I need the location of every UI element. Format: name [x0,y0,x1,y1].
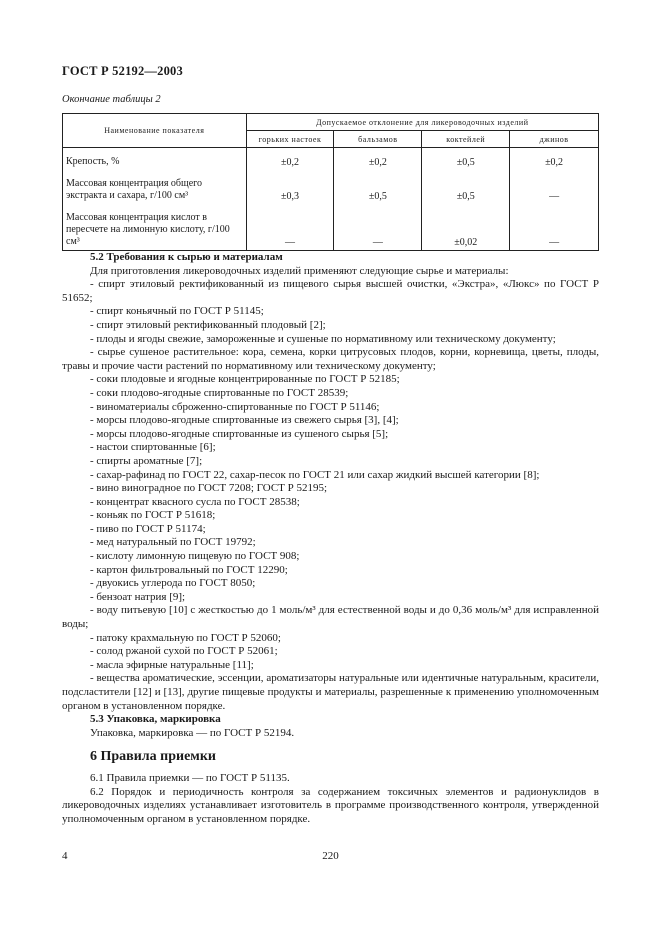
cell-value: — [334,204,422,251]
section-heading: 5.3 Упаковка, маркировка [90,713,221,726]
table-row [63,170,599,204]
materials-list [62,278,599,713]
list-item: - виноматериалы сброженно-спиртованные по ГОСТ Р 51146; [90,400,380,413]
table-caption: Окончание таблицы 2 [62,94,161,105]
list-item: - двуокись углерода по ГОСТ 8050; [90,577,256,590]
cell-value: ±0,2 [334,148,422,171]
list-item: - вино виноградное по ГОСТ 7208; ГОСТ Р 52195; [90,482,328,495]
deviation-table [62,113,599,251]
list-item: - соки плодовые и ягодные концентрированные по ГОСТ Р 52185; [90,373,400,386]
list-item: - картон фильтровальный по ГОСТ 12290; [90,563,288,576]
cell-value: — [510,170,599,204]
cell-value: — [510,204,599,251]
paragraph: Упаковка, маркировка — по ГОСТ Р 52194. [90,726,295,739]
row-name: Массовая концентрация кислот в пересчете на лимонную кислоту, г/100 см³ [63,204,247,251]
document-header: ГОСТ Р 52192—2003 [62,64,183,78]
section-heading: 5.2 Требования к сырью и материалам [90,251,283,263]
cell-value: ±0,3 [246,170,334,204]
list-item: - сырье сушеное растительное: кора, семена, корки цитрусовых плодов, корни, корневища, цветы, плоды, травы и прочие части растений по нормативному или техническому документу; [62,346,599,372]
list-item: - патоку крахмальную по ГОСТ Р 52060; [90,631,281,644]
cell-value: ±0,02 [422,204,510,251]
paragraph: 6.2 Порядок и периодичность контроля за содержанием токсичных элементов и радионуклидов в ликероводочных изделиях устанавливает изготовитель в программе производственного контроля, утвержденной уполномоченным органом в установленном порядке. [62,785,599,825]
list-item: - коньяк по ГОСТ Р 51618; [90,509,216,522]
list-item: - морсы плодово-ягодные спиртованные из сушеного сырья [5]; [90,427,389,440]
list-item: - плоды и ягоды свежие, замороженные и сушеные по нормативному или техническому документу; [90,332,556,345]
paragraph: 6.1 Правила приемки — по ГОСТ Р 51135. [90,771,290,784]
list-item: - вещества ароматические, эссенции, ароматизаторы натуральные или идентичные натуральным, красители, подсластители [12] и [13], другие пищевые продукты и материалы, разрешенные к применению уполномоченным органом в установленном порядке. [62,672,599,712]
list-item: - воду питьевую [10] с жесткостью до 1 моль/м³ для естественной воды и до 0,36 моль/м³ для исправленной воды; [62,604,599,631]
list-item: - настои спиртованные [6]; [90,441,216,454]
list-item: - спирт этиловый ректификованный плодовый [2]; [90,318,326,331]
cell-value: ±0,5 [334,170,422,204]
subcol-header: коктейлей [422,131,510,148]
cell-value: ±0,2 [246,148,334,171]
list-item: - масла эфирные натуральные [11]; [90,658,254,671]
list-item: - концентрат квасного сусла по ГОСТ 28538; [90,495,300,508]
list-item: - кислоту лимонную пищевую по ГОСТ 908; [90,550,300,563]
sheet-number: 220 [322,850,339,862]
col-header-name: Наименование показателя [63,114,247,148]
list-item: - пиво по ГОСТ Р 51174; [90,522,206,535]
list-item: - спирт коньячный по ГОСТ Р 51145; [90,305,264,318]
list-item: - мед натуральный по ГОСТ 19792; [90,536,256,549]
cell-value: ±0,5 [422,170,510,204]
list-item: - спирты ароматные [7]; [90,454,203,467]
paragraph: Для приготовления ликероводочных изделий применяют следующие сырье и материалы: [90,264,509,277]
subcol-header: горьких настоек [246,131,334,148]
cell-value: — [246,204,334,251]
document-body [62,251,599,826]
list-item: - спирт этиловый ректификованный из пищевого сырья высшей очистки, «Экстра», «Люкс» по ГОСТ Р 51652; [62,278,599,304]
row-name: Массовая концентрация общего экстракта и сахара, г/100 см³ [63,170,247,204]
list-item: - морсы плодово-ягодные спиртованные из свежего сырья [3], [4]; [90,414,399,427]
cell-value: ±0,5 [422,148,510,171]
row-name: Крепость, % [63,148,247,171]
subcol-header: бальзамов [334,131,422,148]
page-number: 4 [62,850,68,862]
subcol-header: джинов [510,131,599,148]
list-item: - соки плодово-ягодные спиртованные по ГОСТ 28539; [90,386,349,399]
list-item: - бензоат натрия [9]; [90,590,186,603]
list-item: - сахар-рафинад по ГОСТ 22, сахар-песок по ГОСТ 21 или сахар жидкий высшей категории [8]; [90,468,540,481]
cell-value: ±0,2 [510,148,599,171]
section-title: 6 Правила приемки [90,749,216,765]
table-row [63,148,599,171]
list-item: - солод ржаной сухой по ГОСТ Р 52061; [90,645,278,658]
table-row [63,204,599,251]
col-header-group: Допускаемое отклонение для ликероводочных изделий [246,114,598,131]
